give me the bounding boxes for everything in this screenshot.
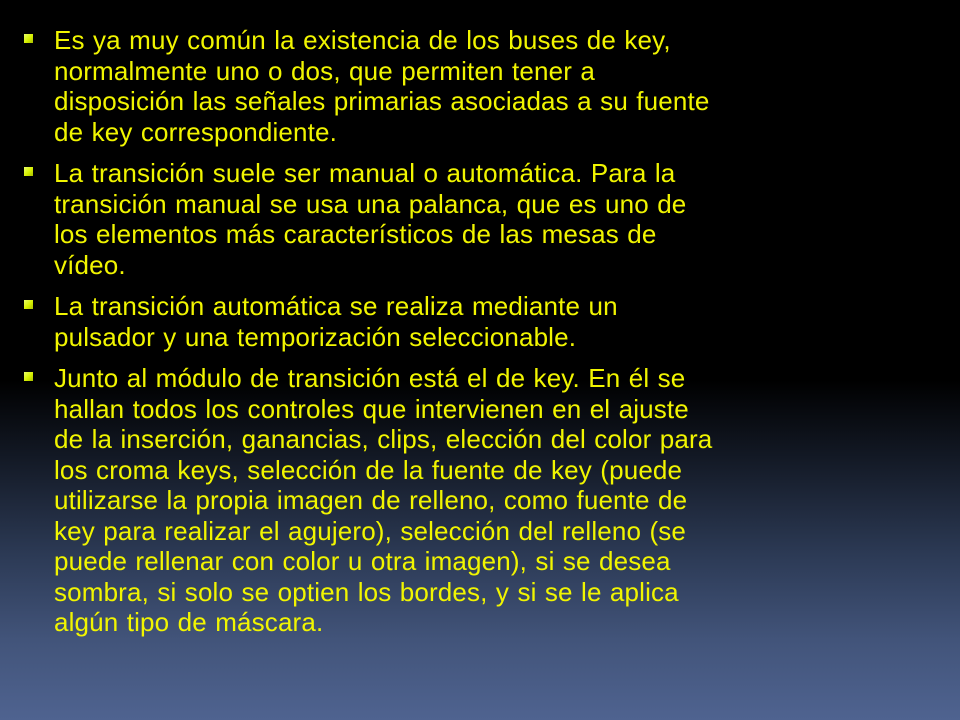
square-bullet-icon [24, 300, 33, 309]
bullet-text [54, 291, 854, 352]
bullet-line: de key correspondiente. [54, 116, 337, 147]
bullet-list [0, 25, 960, 649]
bullet-line: utilizarse la propia imagen de relleno, como fuente de [54, 485, 688, 515]
bullet-item [0, 158, 854, 280]
square-bullet-icon [24, 372, 33, 381]
bullet-item [0, 25, 854, 147]
square-bullet-icon [24, 34, 33, 43]
bullet-line: La transición automática se realiza mediante un [54, 291, 618, 321]
square-bullet-icon [24, 167, 33, 176]
bullet-line: los croma keys, selección de la fuente de key (puede [54, 454, 683, 485]
bullet-text [54, 25, 854, 147]
bullet-line: Es ya muy común la existencia de los buses de key, [54, 25, 671, 55]
bullet-line: puede rellenar con color u otra imagen), si se desea [54, 546, 671, 576]
bullet-line: algún tipo de máscara. [54, 607, 324, 637]
bullet-line: disposición las señales primarias asociadas a su fuente [54, 86, 710, 116]
bullet-line: Junto al módulo de transición está el de key. En él se [54, 363, 686, 393]
bullet-line: normalmente uno o dos, que permiten tener a [54, 55, 595, 86]
bullet-line: hallan todos los controles que intervienen en el ajuste [54, 393, 689, 424]
bullet-line: los elementos más característicos de las mesas de [54, 219, 657, 249]
bullet-line: sombra, si solo se optien los bordes, y si se le aplica [54, 576, 679, 607]
bullet-line: La transición suele ser manual o automática. Para la [54, 158, 676, 188]
bullet-item [0, 291, 854, 352]
bullet-line: de la inserción, ganancias, clips, elección del color para [54, 424, 713, 454]
bullet-line: pulsador y una temporización seleccionable. [54, 321, 577, 352]
bullet-line: vídeo. [54, 249, 126, 280]
bullet-line: transición manual se usa una palanca, que es uno de [54, 188, 687, 219]
bullet-item [0, 363, 854, 638]
bullet-text [54, 363, 854, 638]
bullet-text [54, 158, 854, 280]
bullet-line: key para realizar el agujero), selección del relleno (se [54, 515, 687, 546]
